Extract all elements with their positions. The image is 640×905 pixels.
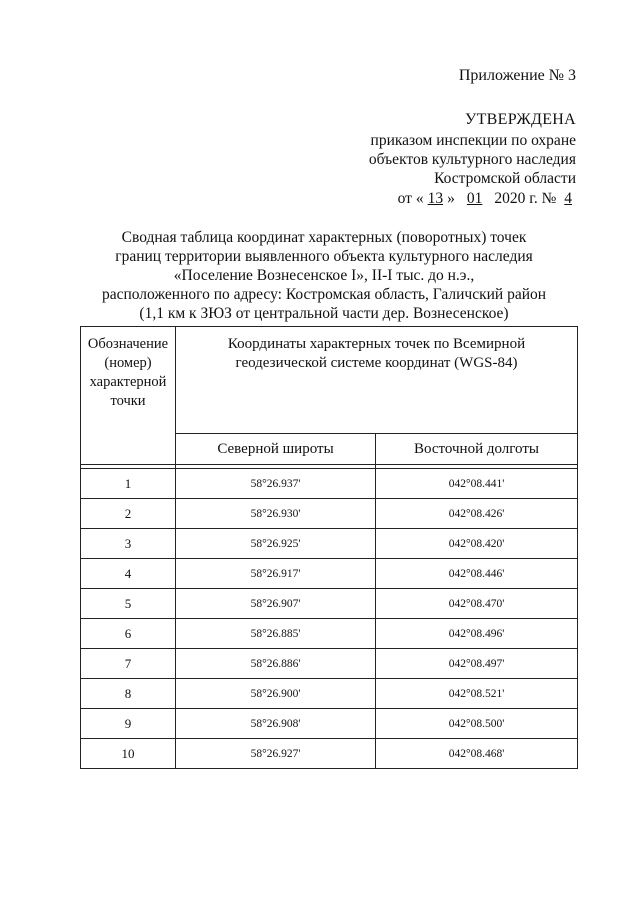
longitude-cell: 042°08.468' [376,739,578,769]
point-id-cell: 10 [81,739,176,769]
point-id-cell: 3 [81,529,176,559]
summary-line-1: Сводная таблица координат характерных (поворотных) точек [121,229,527,246]
column-header-point-id-line-3: характерной [89,374,167,390]
approval-line-2: объектов культурного наследия [368,151,576,168]
point-id-cell: 6 [81,619,176,649]
point-id-cell: 9 [81,709,176,739]
appendix-label: Приложение № 3 [458,67,576,84]
table-row [81,469,578,499]
longitude-cell: 042°08.426' [376,499,578,529]
column-header-point-id [81,327,176,465]
approval-line-1: приказом инспекции по охране [370,132,576,149]
latitude-cell: 58°26.886' [176,649,376,679]
approval-date-line [316,189,576,208]
latitude-cell: 58°26.885' [176,619,376,649]
point-id-cell: 5 [81,589,176,619]
column-header-point-id-line-4: точки [110,393,146,409]
column-header-longitude: Восточной долготы [376,434,578,465]
table-row [81,739,578,769]
column-header-latitude: Северной широты [176,434,376,465]
coordinates-table-header [81,327,578,469]
point-id-cell: 2 [81,499,176,529]
summary-title [60,228,588,323]
column-header-coordinates-line-1: Координаты характерных точек по Всемирной [227,336,526,352]
longitude-cell: 042°08.521' [376,679,578,709]
point-id-cell: 8 [81,679,176,709]
latitude-cell: 58°26.907' [176,589,376,619]
column-header-coordinates [176,327,578,434]
table-row [81,589,578,619]
table-row [81,529,578,559]
table-row [81,619,578,649]
approval-status: УТВЕРЖДЕНА [464,111,576,128]
point-id-cell: 4 [81,559,176,589]
date-prefix: от « [397,190,424,207]
date-mid: » [447,190,455,207]
latitude-cell: 58°26.908' [176,709,376,739]
latitude-cell: 58°26.900' [176,679,376,709]
coordinates-table [80,326,578,769]
longitude-cell: 042°08.441' [376,469,578,499]
longitude-cell: 042°08.500' [376,709,578,739]
column-header-point-id-line-1: Обозначение [87,336,169,352]
approval-line-3: Костромской области [434,170,576,187]
table-row [81,559,578,589]
latitude-cell: 58°26.927' [176,739,376,769]
column-header-coordinates-line-2: геодезической системе координат (WGS-84) [235,355,518,371]
order-number: 4 [564,190,572,207]
latitude-cell: 58°26.930' [176,499,376,529]
approval-block [316,110,576,208]
latitude-cell: 58°26.917' [176,559,376,589]
summary-line-5: (1,1 км к ЗЮЗ от центральной части дер. Вознесенское) [139,305,509,322]
coordinates-table-body [81,469,578,769]
date-month: 01 [466,190,483,207]
summary-line-3: «Поселение Вознесенское I», II-I тыс. до н.э., [173,267,475,284]
date-day: 13 [427,190,444,207]
table-row [81,499,578,529]
latitude-cell: 58°26.925' [176,529,376,559]
longitude-cell: 042°08.496' [376,619,578,649]
point-id-cell: 1 [81,469,176,499]
summary-line-4: расположенного по адресу: Костромская область, Галичский район [101,286,547,303]
column-header-point-id-line-2: (номер) [104,355,152,371]
summary-line-2: границ территории выявленного объекта культурного наследия [115,248,533,265]
date-year: 2020 г. № [494,190,557,207]
longitude-cell: 042°08.497' [376,649,578,679]
longitude-cell: 042°08.446' [376,559,578,589]
longitude-cell: 042°08.420' [376,529,578,559]
table-row [81,679,578,709]
latitude-cell: 58°26.937' [176,469,376,499]
point-id-cell: 7 [81,649,176,679]
longitude-cell: 042°08.470' [376,589,578,619]
table-row [81,649,578,679]
table-row [81,709,578,739]
